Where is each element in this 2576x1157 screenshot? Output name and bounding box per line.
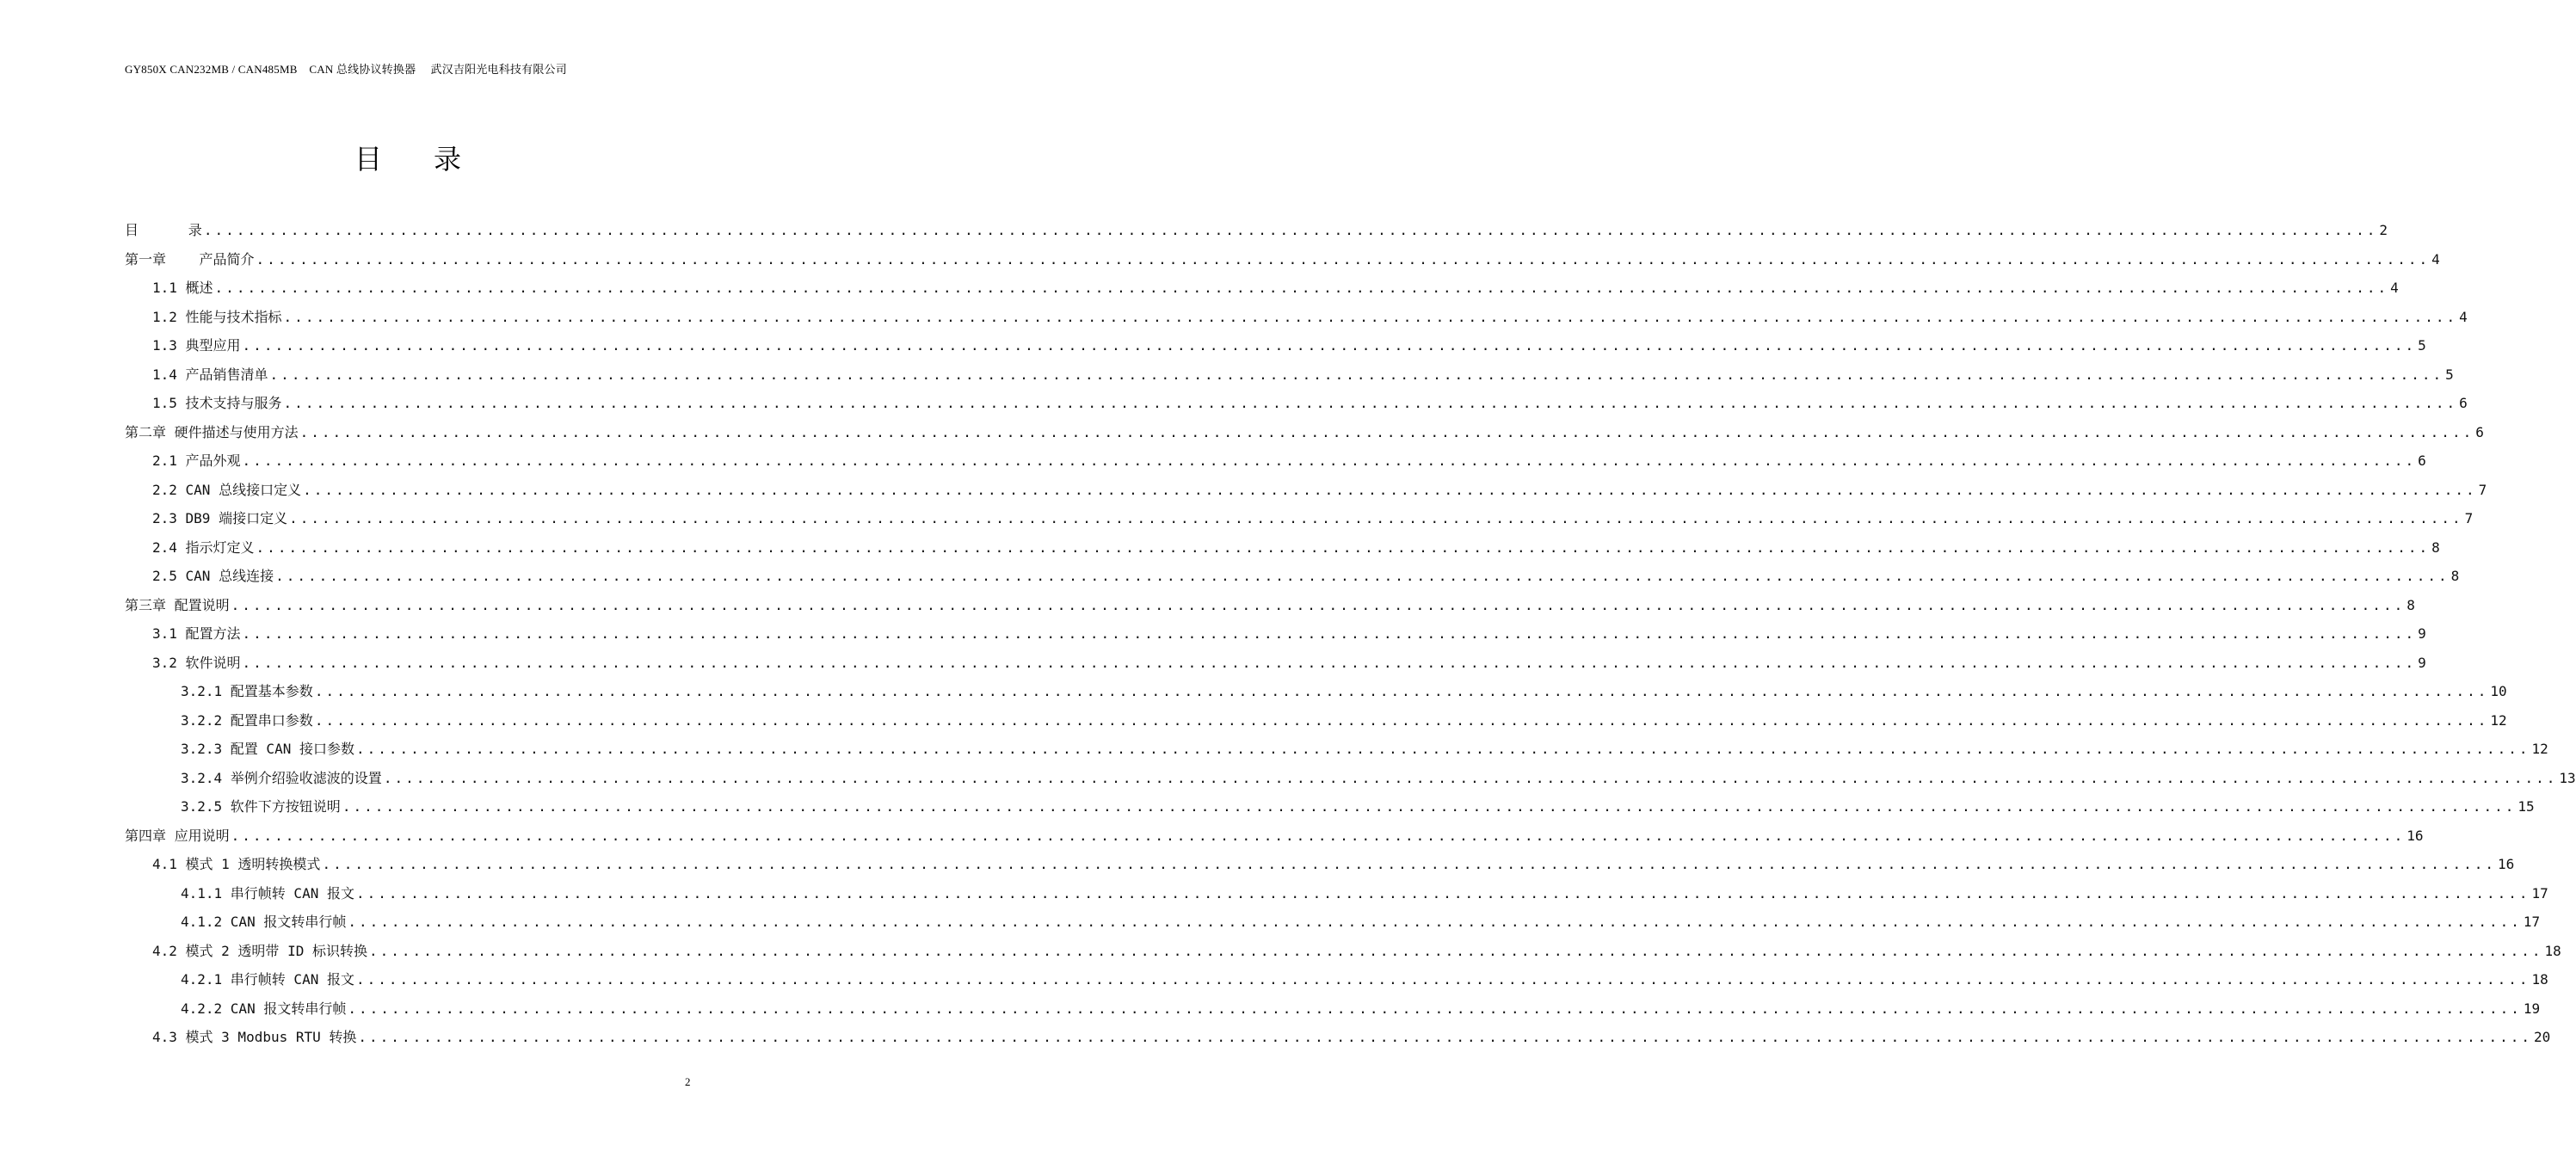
toc-entry-page: 7 [2478, 482, 2487, 498]
toc-entry-label: 第一章 产品简介 [125, 251, 255, 268]
toc-leader-dots: ........................................................................................................................................................................................................ [348, 914, 2522, 930]
toc-entry-page: 4 [2431, 251, 2440, 268]
toc-leader-dots: ........................................................................................................................................................................................................ [322, 856, 2496, 872]
toc-entry[interactable] [152, 650, 2426, 676]
toc-entry[interactable] [125, 247, 2440, 273]
toc-entry-page: 5 [2418, 337, 2426, 354]
toc-leader-dots: ........................................................................................................................................................................................................ [355, 741, 2530, 757]
toc-leader-dots: ........................................................................................................................................................................................................ [231, 828, 2406, 844]
toc-entry-label: 第四章 应用说明 [125, 828, 230, 844]
toc-entry-page: 12 [2490, 712, 2507, 729]
toc-entry[interactable] [152, 275, 2399, 301]
toc-leader-dots: ........................................................................................................................................................................................................ [269, 366, 2444, 383]
toc-entry-label: 3.2.3 配置 CAN 接口参数 [181, 741, 354, 757]
title-char-2: 录 [434, 143, 464, 175]
toc-entry[interactable] [152, 391, 2468, 416]
toc-entry[interactable] [152, 852, 2515, 877]
toc-entry-label: 4.2 模式 2 透明带 ID 标识转换 [152, 943, 367, 959]
toc-entry[interactable] [181, 881, 2548, 907]
toc-entry-label: 3.2.5 软件下方按钮说明 [181, 798, 341, 815]
toc-entry-label: 2.2 CAN 总线接口定义 [152, 482, 302, 498]
title-char-1: 目 [354, 143, 384, 175]
toc-entry-page: 2 [2379, 222, 2388, 238]
toc-entry-label: 2.5 CAN 总线连接 [152, 568, 274, 584]
toc-entry-page: 17 [2523, 914, 2541, 930]
toc-entry-label: 4.1.2 CAN 报文转串行帧 [181, 914, 347, 930]
toc-leader-dots: ........................................................................................................................................................................................................ [214, 280, 2389, 296]
toc-entry-label: 1.2 性能与技术指标 [152, 309, 282, 325]
toc-entry-page: 8 [2407, 597, 2415, 613]
toc-entry-page: 12 [2531, 741, 2548, 757]
toc-entry[interactable] [181, 708, 2507, 734]
toc-entry[interactable] [125, 593, 2415, 619]
toc-leader-dots: ........................................................................................................................................................................................................ [355, 971, 2530, 988]
toc-entry-label: 1.4 产品销售清单 [152, 366, 268, 383]
toc-leader-dots: ........................................................................................................................................................................................................ [348, 1000, 2522, 1017]
toc-entry[interactable] [152, 563, 2460, 589]
toc-leader-dots: ........................................................................................................................................................................................................ [231, 597, 2406, 613]
toc-leader-dots: ........................................................................................................................................................................................................ [314, 683, 2489, 699]
toc-entry-label: 4.2.2 CAN 报文转串行帧 [181, 1000, 347, 1017]
toc-entry[interactable] [152, 535, 2440, 561]
toc-leader-dots: ........................................................................................................................................................................................................ [256, 539, 2431, 556]
toc-entry-page: 17 [2531, 885, 2548, 902]
toc-entry-label: 第二章 硬件描述与使用方法 [125, 424, 299, 440]
toc-entry[interactable] [152, 448, 2426, 474]
toc-leader-dots: ........................................................................................................................................................................................................ [299, 424, 2474, 440]
toc-entry[interactable] [152, 621, 2426, 647]
toc-leader-dots: ........................................................................................................................................................................................................ [314, 712, 2489, 729]
toc-entry-label: 目 录 [125, 222, 202, 238]
toc-entry-label: 3.2.4 举例介绍验收滤波的设置 [181, 770, 382, 786]
toc-entry-page: 8 [2431, 539, 2440, 556]
toc-entry[interactable] [152, 939, 2561, 964]
toc-entry-label: 2.1 产品外观 [152, 452, 241, 469]
toc-entry-page: 6 [2459, 395, 2468, 411]
toc-entry-page: 15 [2517, 798, 2535, 815]
toc-leader-dots: ........................................................................................................................................................................................................ [283, 309, 2458, 325]
toc-entry-page: 16 [2407, 828, 2424, 844]
toc-entry-page: 4 [2459, 309, 2468, 325]
running-header: GY850X CAN232MB / CAN485MB CAN 总线协议转换器 武汉吉阳光电科技有限公司 [125, 63, 567, 76]
toc-entry-label: 1.5 技术支持与服务 [152, 395, 282, 411]
toc-entry-label: 1.3 典型应用 [152, 337, 241, 354]
toc-leader-dots: ........................................................................................................................................................................................................ [242, 452, 2417, 469]
toc-leader-dots: ........................................................................................................................................................................................................ [275, 568, 2450, 584]
toc-entry[interactable] [181, 736, 2548, 762]
toc-leader-dots: ........................................................................................................................................................................................................ [355, 885, 2530, 902]
toc-entry-page: 19 [2523, 1000, 2541, 1017]
toc-entry-page: 13 [2559, 770, 2576, 786]
toc-leader-dots: ........................................................................................................................................................................................................ [242, 625, 2417, 642]
toc-entry-label: 3.2 软件说明 [152, 655, 241, 671]
toc-entry-label: 4.2.1 串行帧转 CAN 报文 [181, 971, 354, 988]
toc-entry[interactable] [152, 362, 2454, 388]
toc-entry-page: 4 [2390, 280, 2399, 296]
toc-entry[interactable] [152, 506, 2474, 532]
toc-entry-label: 4.1.1 串行帧转 CAN 报文 [181, 885, 354, 902]
toc-entry-page: 6 [2418, 452, 2426, 469]
toc-entry[interactable] [152, 477, 2487, 503]
toc-entry-label: 4.1 模式 1 透明转换模式 [152, 856, 321, 872]
toc-entry-page: 18 [2531, 971, 2548, 988]
toc-leader-dots: ........................................................................................................................................................................................................ [256, 251, 2431, 268]
toc-entry-page: 16 [2498, 856, 2515, 872]
toc-entry-page: 9 [2418, 625, 2426, 642]
toc-entry-label: 3.2.2 配置串口参数 [181, 712, 313, 729]
toc-leader-dots: ........................................................................................................................................................................................................ [242, 655, 2417, 671]
toc-leader-dots: ........................................................................................................................................................................................................ [242, 337, 2417, 354]
toc-leader-dots: ........................................................................................................................................................................................................ [203, 222, 2378, 238]
page-number: 2 [685, 1075, 691, 1088]
toc-entry-label: 第三章 配置说明 [125, 597, 230, 613]
toc-entry[interactable] [152, 1025, 2551, 1050]
toc-leader-dots: ........................................................................................................................................................................................................ [383, 770, 2558, 786]
toc-entry-page: 7 [2464, 510, 2474, 526]
toc-entry-page: 6 [2475, 424, 2484, 440]
toc-entry[interactable] [181, 679, 2507, 705]
toc-entry-page: 5 [2445, 366, 2454, 383]
toc-entry[interactable] [181, 794, 2535, 820]
toc-entry-page: 18 [2544, 943, 2561, 959]
toc-entry[interactable] [125, 823, 2424, 849]
toc-leader-dots: ........................................................................................................................................................................................................ [358, 1029, 2532, 1045]
toc-entry-label: 3.2.1 配置基本参数 [181, 683, 313, 699]
toc-leader-dots: ........................................................................................................................................................................................................ [289, 510, 2463, 526]
toc-entry-page: 20 [2533, 1029, 2551, 1045]
toc-entry-label: 4.3 模式 3 Modbus RTU 转换 [152, 1029, 357, 1045]
toc-entry[interactable] [181, 766, 2576, 791]
toc-entry-label: 3.1 配置方法 [152, 625, 241, 642]
toc-entry-label: 1.1 概述 [152, 280, 213, 296]
toc-entry-label: 2.4 指示灯定义 [152, 539, 255, 556]
toc-entry-page: 10 [2490, 683, 2507, 699]
toc-entry[interactable] [181, 909, 2541, 935]
toc-entry[interactable] [125, 218, 2388, 243]
toc-entry-page: 9 [2418, 655, 2426, 671]
toc-entry[interactable] [181, 996, 2541, 1022]
toc-entry[interactable] [152, 305, 2468, 330]
toc-entry-page: 8 [2450, 568, 2460, 584]
toc-leader-dots: ........................................................................................................................................................................................................ [342, 798, 2517, 815]
toc-entry[interactable] [125, 420, 2484, 446]
toc-entry-label: 2.3 DB9 端接口定义 [152, 510, 288, 526]
toc-leader-dots: ........................................................................................................................................................................................................ [303, 482, 2477, 498]
toc-entry[interactable] [152, 333, 2426, 359]
page-title [0, 138, 817, 177]
toc-leader-dots: ........................................................................................................................................................................................................ [368, 943, 2543, 959]
toc-entry[interactable] [181, 967, 2548, 993]
toc-leader-dots: ........................................................................................................................................................................................................ [283, 395, 2458, 411]
